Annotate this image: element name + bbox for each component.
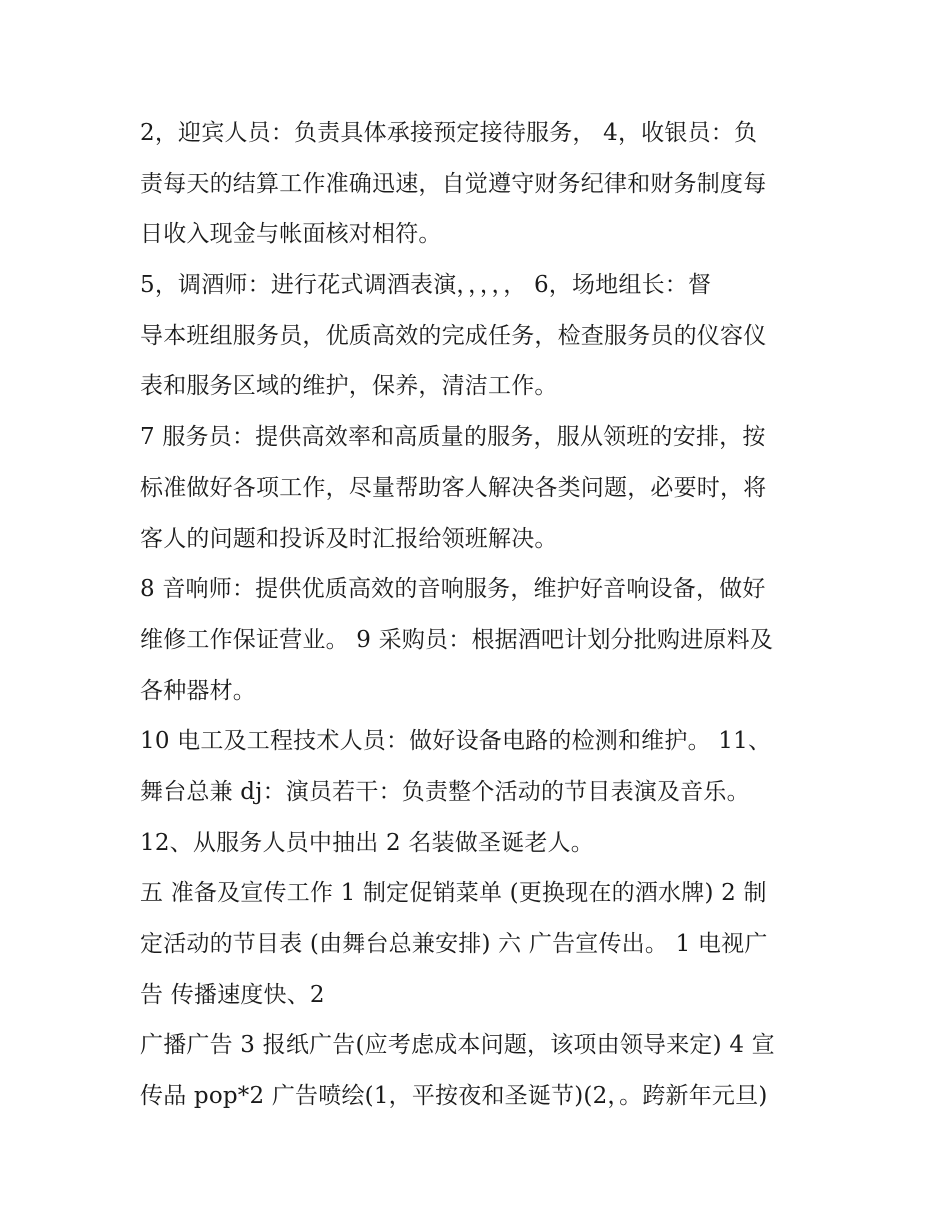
text-line: 标准做好各项工作，尽量帮助客人解决各类问题，必要时，将 (140, 474, 767, 501)
text-line: 广播广告 3 报纸广告(应考虑成本问题，该项由领导来定) 4 宣 (140, 1032, 775, 1059)
text-line: 5，调酒师：进行花式调酒表演，，，，， 6，场地组长：督 (140, 272, 712, 299)
paragraph-bartender-supervisor (140, 260, 820, 412)
text-line: 8 音响师：提供优质高效的音响服务，维护好音响设备，做好 (140, 576, 766, 603)
text-line: 7 服务员：提供高效率和高质量的服务，服从领班的安排，按 (140, 424, 766, 451)
paragraph-advertising (140, 1020, 820, 1121)
text-line: 客人的问题和投诉及时汇报给领班解决。 (140, 525, 558, 552)
paragraph-preparation-promotion (140, 868, 820, 1020)
text-line: 各种器材。 (140, 677, 256, 704)
text-line: 舞台总兼 dj：演员若干：负责整个活动的节目表演及音乐。 (140, 778, 750, 805)
text-line: 表和服务区域的维护，保养，清洁工作。 (140, 373, 558, 400)
paragraph-electrician-stage (140, 716, 820, 817)
text-line: 告 传播速度快、2 (140, 981, 325, 1008)
text-line: 传品 pop*2 广告喷绘(1，平按夜和圣诞节)(2，。跨新年元旦) (140, 1083, 768, 1110)
document-body (140, 108, 820, 1122)
paragraph-waiter (140, 412, 820, 564)
paragraph-sound-purchaser (140, 564, 820, 716)
text-line: 五 准备及宣传工作 1 制定促销菜单 (更换现在的酒水牌) 2 制 (140, 880, 767, 907)
text-line: 10 电工及工程技术人员：做好设备电路的检测和维护。 11、 (140, 728, 772, 755)
text-line: 责每天的结算工作准确迅速，自觉遵守财务纪律和财务制度每 (140, 170, 767, 197)
paragraph-welcome-cashier (140, 108, 820, 260)
text-line: 导本班组服务员，优质高效的完成任务，检查服务员的仪容仪 (140, 322, 767, 349)
text-line: 定活动的节目表 (由舞台总兼安排) 六 广告宣传出。 1 电视广 (140, 931, 768, 957)
text-line: 日收入现金与帐面核对相符。 (140, 221, 442, 248)
text-line: 2，迎宾人员：负责具体承接预定接待服务， 4，收银员：负 (140, 120, 758, 146)
text-line: 维修工作保证营业。 9 采购员：根据酒吧计划分批购进原料及 (140, 626, 774, 653)
paragraph-santa (140, 818, 820, 869)
text-line: 12、从服务人员中抽出 2 名装做圣诞老人。 (140, 829, 594, 856)
